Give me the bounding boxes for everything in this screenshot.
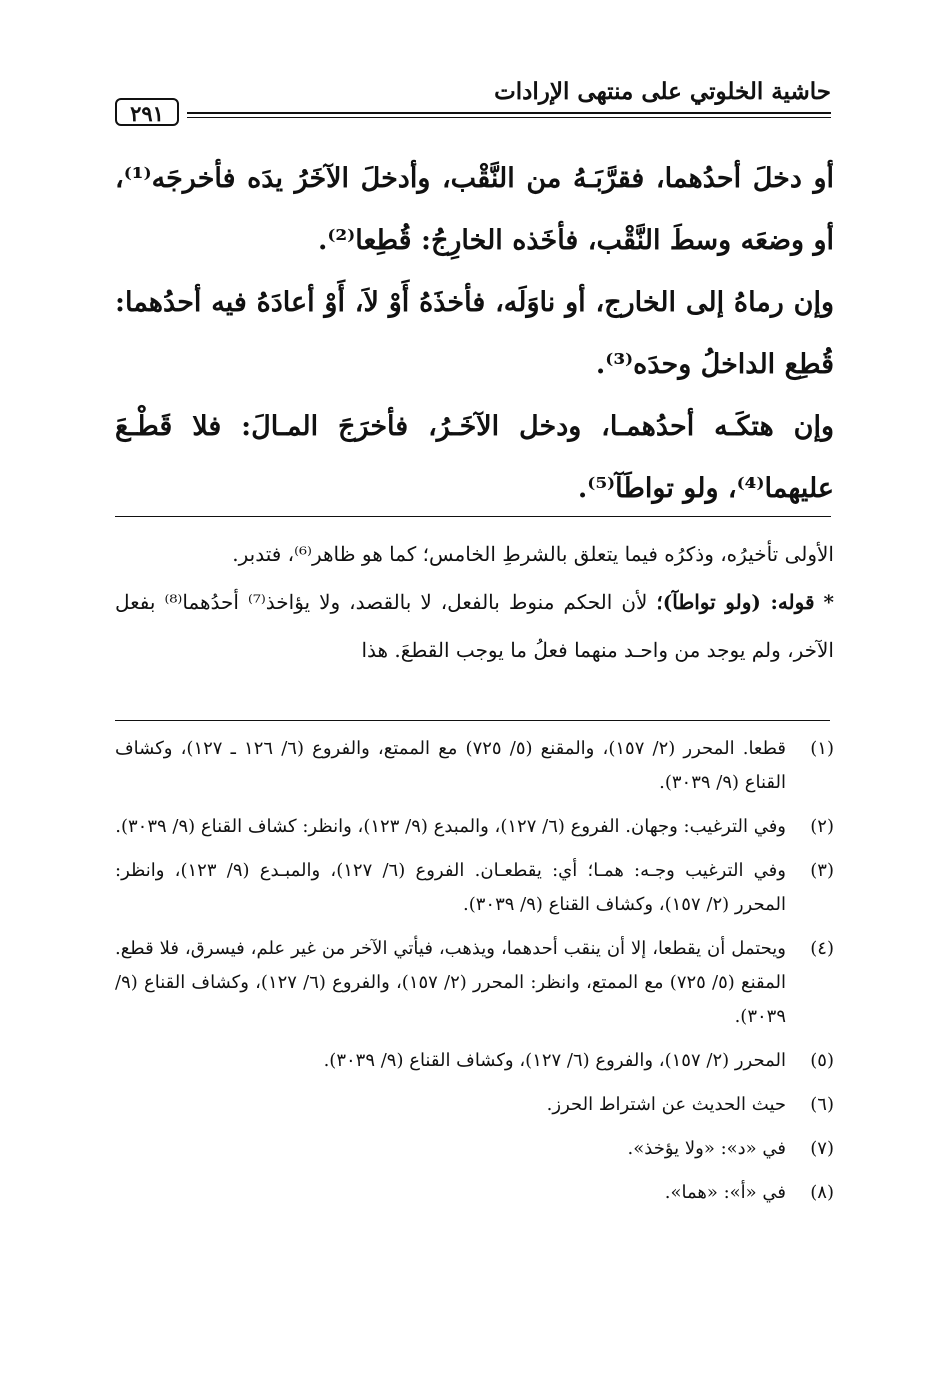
footnote-item [115, 932, 834, 1034]
footnote-number: (٨) [810, 1182, 834, 1203]
running-title: حاشية الخلوتي على منتهى الإرادات [494, 78, 831, 105]
footnote-number: (٦) [810, 1094, 834, 1115]
commentary-quote: قوله: (ولو تواطآ)؛ [656, 590, 815, 614]
commentary [115, 530, 834, 674]
footnote-number: (٧) [810, 1138, 834, 1159]
footnote-item [115, 732, 834, 800]
footnote-text: في «د»: «ولا يؤخذ». [627, 1138, 786, 1159]
commentary-text: لأن الحكم منوط بالفعل، لا بالقصد، ولا يؤاخذ⁽⁷⁾ أحدُهما⁽⁸⁾ بفعل الآخر، ولم يوجد من واحـد منهما فعلُ ما يوجب القطعَ. هذا [115, 590, 834, 662]
footnote-number: (١) [810, 738, 834, 759]
footnote-text: في «أ»: «هما». [664, 1182, 786, 1203]
header-rule [187, 112, 831, 118]
footnote-item [115, 1176, 834, 1210]
main-paragraph-3: وإن هتكَـه أحدُهمـا، ودخل الآخَـرُ، فأخرَجَ المـالَ: فلا قَطْـعَ عليهما⁽⁴⁾، ولو تواطَآ⁽⁵⁾. [115, 411, 834, 504]
footnote-item [115, 810, 834, 844]
footnote-text: وفي الترغيب وجـه: همـا؛ أي: يقطعـان. الفروع (٦/ ١٢٧)، والمبـدع (٩/ ١٢٣)، وانظر: المحرر (٢/ ١٥٧)، وكشاف القناع (٩/ ٣٠٣٩). [115, 860, 786, 915]
main-paragraph-1: أو دخلَ أحدُهما، فقرَّبَـهُ من النَّقْب، وأدخلَ الآخَرُ يدَه فأخرجَه⁽¹⁾، أو وضعَه وسطَ النَّقْب، فأخَذه الخارِجُ: قُطِعا⁽²⁾. [115, 163, 834, 256]
footnote-item [115, 1088, 834, 1122]
footnote-number: (٣) [810, 860, 834, 881]
commentary-line-2 [115, 578, 834, 674]
footnote-number: (٥) [810, 1050, 834, 1071]
footnote-number: (٤) [810, 938, 834, 959]
star-marker: * [823, 590, 835, 614]
footnote-text: ويحتمل أن يقطعا، إلا أن ينقب أحدهما، ويذهب، فيأتي الآخر من غير علم، فيسرق، فلا قطع. المقنع (٥/ ٧٢٥) مع الممتع، وانظر: المحرر (٢/ ١٥٧)، والفروع (٦/ ١٢٧)، وكشاف القناع (٩/ ٣٠٣٩). [115, 938, 787, 1027]
footnote-item [115, 854, 834, 922]
section-divider [115, 516, 831, 517]
footnote-text: قطعا. المحرر (٢/ ١٥٧)، والمقنع (٥/ ٧٢٥) مع الممتع، والفروع (٦/ ١٢٦ ـ ١٢٧)، وكشاف القناع (٩/ ٣٠٣٩). [115, 738, 786, 793]
footnote-number: (٢) [810, 816, 834, 837]
page-header [115, 74, 831, 128]
footnotes [115, 732, 834, 1220]
commentary-line-1: الأولى تأخيرُه، وذكرُه فيما يتعلق بالشرطِ الخامس؛ كما هو ظاهر⁽⁶⁾، فتدبر. [232, 542, 834, 566]
main-paragraph-2: وإن رماهُ إلى الخارج، أو ناوَلَه، فأخذَهُ أَوْ لاَ، أَوْ أعادَهُ فيه أحدُهما: قُطِع الداخلُ وحدَه⁽³⁾. [115, 287, 834, 380]
footnote-item [115, 1044, 834, 1078]
footnote-text: المحرر (٢/ ١٥٧)، والفروع (٦/ ١٢٧)، وكشاف القناع (٩/ ٣٠٣٩). [323, 1050, 786, 1071]
page-number: ٢٩١ [115, 98, 179, 126]
main-text [115, 148, 834, 520]
footnote-text: حيث الحديث عن اشتراط الحرز. [546, 1094, 786, 1115]
footnote-item [115, 1132, 834, 1166]
footnote-divider [115, 720, 830, 721]
footnote-text: وفي الترغيب: وجهان. الفروع (٦/ ١٢٧)، والمبدع (٩/ ١٢٣)، وانظر: كشاف القناع (٩/ ٣٠٣٩). [115, 816, 786, 837]
